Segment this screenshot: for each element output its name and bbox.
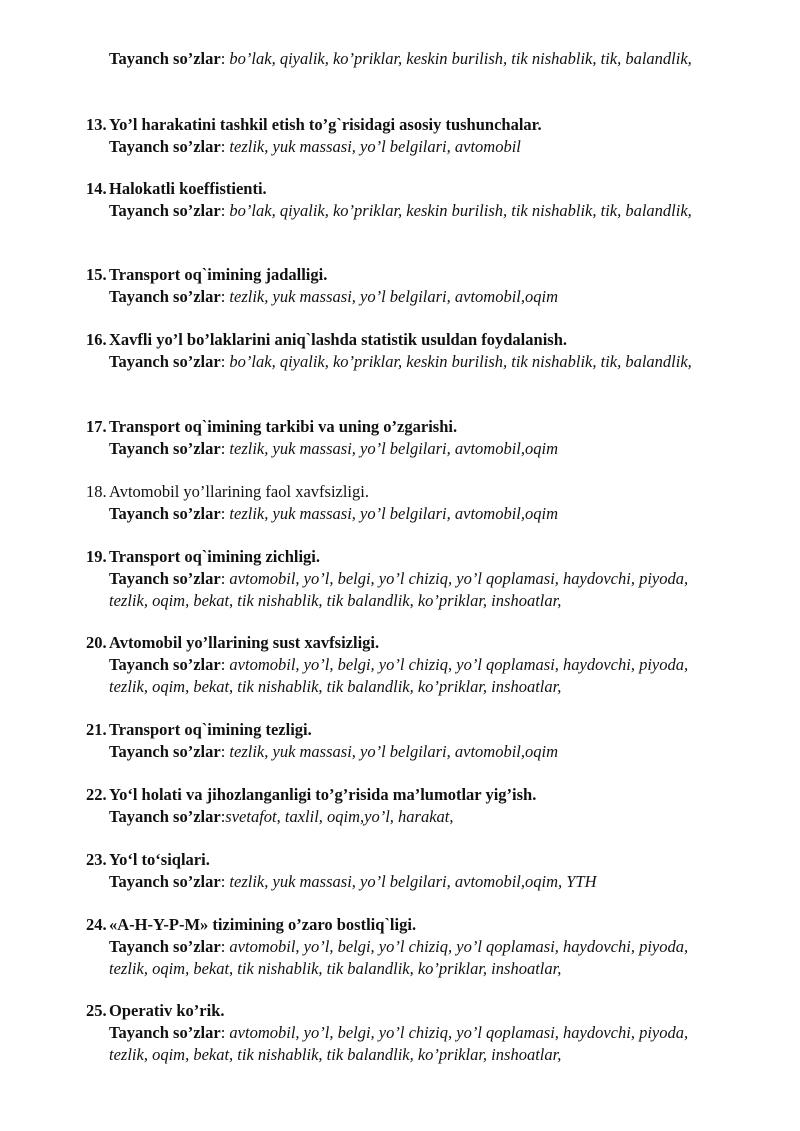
keywords-line: Tayanch so’zlar: bo’lak, qiyalik, ko’priklar, keskin burilish, tik nishablik, tik, balandlik, (109, 49, 692, 68)
keywords-line: Tayanch so’zlar: avtomobil, yo’l, belgi, yo’l chiziq, yo’l qoplamasi, haydovchi, piyoda, tezlik, oqim, bekat, tik nishablik, tik balandlik, ko’priklar, inshoatlar, (109, 1023, 689, 1064)
intro-keywords (86, 48, 726, 70)
keywords-text: avtomobil, yo’l, belgi, yo’l chiziq, yo’l qoplamasi, haydovchi, piyoda, tezlik, oqim, bekat, tik nishablik, tik balandlik, ko’priklar, inshoatlar, (109, 1023, 689, 1064)
item-heading (86, 1000, 726, 1022)
keywords-label: Tayanch so’zlar (109, 569, 221, 588)
item-heading (86, 546, 726, 568)
list-item (86, 914, 726, 979)
keywords-line: Tayanch so’zlar: tezlik, yuk massasi, yo’l belgilari, avtomobil,oqim (109, 504, 559, 523)
item-number: 20. (86, 633, 107, 652)
keywords-line: Tayanch so’zlar: avtomobil, yo’l, belgi, yo’l chiziq, yo’l qoplamasi, haydovchi, piyoda, tezlik, oqim, bekat, tik nishablik, tik balandlik, ko’priklar, inshoatlar, (109, 655, 689, 696)
keywords-label: Tayanch so’zlar (109, 1023, 221, 1042)
keywords-label: Tayanch so’zlar (109, 137, 221, 156)
keywords-text: avtomobil, yo’l, belgi, yo’l chiziq, yo’l qoplamasi, haydovchi, piyoda, tezlik, oqim, bekat, tik nishablik, tik balandlik, ko’priklar, inshoatlar, (109, 655, 689, 696)
item-heading (86, 178, 726, 200)
item-heading (86, 784, 726, 806)
item-number: 14. (86, 179, 107, 198)
keywords-label: Tayanch so’zlar (109, 742, 221, 761)
keywords-line: Tayanch so’zlar: bo’lak, qiyalik, ko’priklar, keskin burilish, tik nishablik, tik, balandlik, (109, 201, 692, 220)
keywords-text: tezlik, yuk massasi, yo’l belgilari, avtomobil,oqim (229, 504, 559, 523)
keywords-line: Tayanch so’zlar: avtomobil, yo’l, belgi, yo’l chiziq, yo’l qoplamasi, haydovchi, piyoda, tezlik, oqim, bekat, tik nishablik, tik balandlik, ko’priklar, inshoatlar, (109, 937, 689, 978)
keywords-label: Tayanch so’zlar (109, 352, 221, 371)
keywords-label: Tayanch so’zlar (109, 49, 221, 68)
item-number: 22. (86, 785, 107, 804)
keywords-text: tezlik, yuk massasi, yo’l belgilari, avtomobil,oqim (229, 439, 559, 458)
item-number: 21. (86, 720, 107, 739)
keywords-line: Tayanch so’zlar: avtomobil, yo’l, belgi, yo’l chiziq, yo’l qoplamasi, haydovchi, piyoda, tezlik, oqim, bekat, tik nishablik, tik balandlik, ko’priklar, inshoatlar, (109, 569, 689, 610)
list-item (86, 784, 726, 828)
keywords-line: Tayanch so’zlar: tezlik, yuk massasi, yo’l belgilari, avtomobil,oqim, YTH (109, 872, 597, 891)
item-title: Operativ ko’rik. (109, 1001, 225, 1020)
keywords-line: Tayanch so’zlar: tezlik, yuk massasi, yo’l belgilari, avtomobil,oqim (109, 287, 559, 306)
item-number: 16. (86, 330, 107, 349)
item-heading (86, 329, 726, 351)
item-number: 18. (86, 482, 107, 501)
keywords-line: Tayanch so’zlar:svetafot, taxlil, oqim,yo’l, harakat, (109, 807, 454, 826)
item-title: Avtomobil yo’llarining faol xavfsizligi. (109, 482, 369, 501)
item-title: Halokatli koeffistienti. (109, 179, 267, 198)
item-title: Yo’l harakatini tashkil etish to’g`risidagi asosiy tushunchalar. (109, 115, 542, 134)
keywords-text: avtomobil, yo’l, belgi, yo’l chiziq, yo’l qoplamasi, haydovchi, piyoda, tezlik, oqim, bekat, tik nishablik, tik balandlik, ko’priklar, inshoatlar, (109, 937, 689, 978)
list-item (86, 719, 726, 763)
keywords-text: bo’lak, qiyalik, ko’priklar, keskin burilish, tik nishablik, tik, balandlik, (229, 201, 692, 220)
item-heading (86, 719, 726, 741)
item-heading (86, 632, 726, 654)
item-title: Yo‘l to‘siqlari. (109, 850, 210, 869)
item-title: Transport oq`imining tarkibi va uning o’zgarishi. (109, 417, 458, 436)
item-heading (86, 416, 726, 438)
item-number: 13. (86, 115, 107, 134)
item-heading (86, 849, 726, 871)
list-item (86, 481, 726, 525)
item-number: 17. (86, 417, 107, 436)
item-heading (86, 914, 726, 936)
keywords-label: Tayanch so’zlar (109, 655, 221, 674)
item-title: Yo‘l holati va jihozlanganligi to’g’risida ma’lumotlar yig’ish. (109, 785, 537, 804)
keywords-line: Tayanch so’zlar: tezlik, yuk massasi, yo’l belgilari, avtomobil,oqim (109, 742, 559, 761)
keywords-text: tezlik, yuk massasi, yo’l belgilari, avtomobil,oqim, YTH (229, 872, 597, 891)
list-item (86, 329, 726, 373)
keywords-label: Tayanch so’zlar (109, 872, 221, 891)
item-number: 23. (86, 850, 107, 869)
keywords-label: Tayanch so’zlar (109, 807, 221, 826)
item-heading (86, 264, 726, 286)
list-item (86, 416, 726, 460)
item-title: Transport oq`imining zichligi. (109, 547, 321, 566)
list-item (86, 632, 726, 697)
keywords-label: Tayanch so’zlar (109, 937, 221, 956)
item-number: 19. (86, 547, 107, 566)
keywords-text: tezlik, yuk massasi, yo’l belgilari, avtomobil (229, 137, 521, 156)
item-title: Xavfli yo’l bo’laklarini aniq`lashda statistik usuldan foydalanish. (109, 330, 568, 349)
item-number: 25. (86, 1001, 107, 1020)
item-title: «A-H-Y-P-M» tizimining o’zaro bostliq`ligi. (109, 915, 417, 934)
keywords-label: Tayanch so’zlar (109, 439, 221, 458)
item-number: 15. (86, 265, 107, 284)
keywords-line: Tayanch so’zlar: tezlik, yuk massasi, yo’l belgilari, avtomobil (109, 137, 521, 156)
keywords-label: Tayanch so’zlar (109, 287, 221, 306)
keywords-text: tezlik, yuk massasi, yo’l belgilari, avtomobil,oqim (229, 742, 559, 761)
keywords-text: bo’lak, qiyalik, ko’priklar, keskin burilish, tik nishablik, tik, balandlik, (229, 352, 692, 371)
keywords-text: bo’lak, qiyalik, ko’priklar, keskin burilish, tik nishablik, tik, balandlik, (229, 49, 692, 68)
item-title: Transport oq`imining tezligi. (109, 720, 312, 739)
keywords-label: Tayanch so’zlar (109, 201, 221, 220)
item-heading (86, 114, 726, 136)
list-item (86, 264, 726, 308)
list-item (86, 1000, 726, 1065)
item-title: Transport oq`imining jadalligi. (109, 265, 328, 284)
keywords-text: svetafot, taxlil, oqim,yo’l, harakat, (225, 807, 454, 826)
item-heading (86, 481, 726, 503)
keywords-label: Tayanch so’zlar (109, 504, 221, 523)
keywords-text: tezlik, yuk massasi, yo’l belgilari, avtomobil,oqim (229, 287, 559, 306)
list-item (86, 114, 726, 158)
list-item (86, 178, 726, 222)
keywords-line: Tayanch so’zlar: bo’lak, qiyalik, ko’priklar, keskin burilish, tik nishablik, tik, balandlik, (109, 352, 692, 371)
item-number: 24. (86, 915, 107, 934)
list-item (86, 546, 726, 611)
keywords-text: avtomobil, yo’l, belgi, yo’l chiziq, yo’l qoplamasi, haydovchi, piyoda, tezlik, oqim, bekat, tik nishablik, tik balandlik, ko’priklar, inshoatlar, (109, 569, 689, 610)
keywords-line: Tayanch so’zlar: tezlik, yuk massasi, yo’l belgilari, avtomobil,oqim (109, 439, 559, 458)
item-title: Avtomobil yo’llarining sust xavfsizligi. (109, 633, 380, 652)
list-item (86, 849, 726, 893)
